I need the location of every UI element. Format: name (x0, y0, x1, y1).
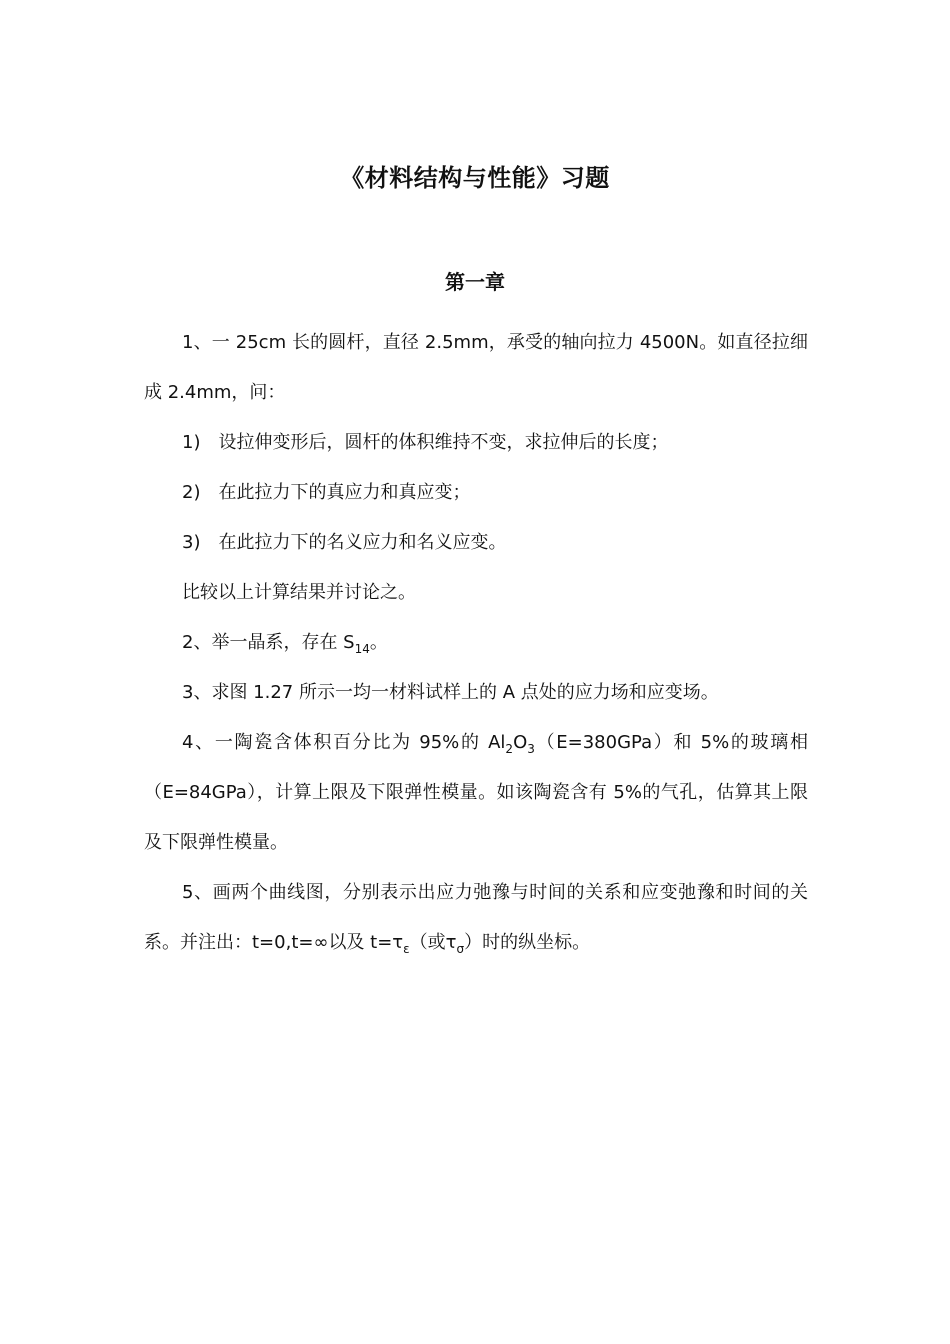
question-1-part-3: 3) 在此拉力下的名义应力和名义应变。 (182, 532, 507, 553)
document-title: 《材料结构与性能》习题 (340, 164, 610, 192)
question-4-text: 4、一陶瓷含体积百分比为 95%的 Al (182, 732, 506, 753)
question-5-mid: （或τ (409, 932, 457, 953)
question-3: 3、求图 1.27 所示一均一材料试样上的 A 点处的应力场和应变场。 (182, 682, 719, 703)
question-1-compare: 比较以上计算结果并讨论之。 (182, 582, 416, 603)
question-4-oxygen: O (513, 732, 528, 753)
question-5-suffix: ）时的纵坐标。 (464, 932, 591, 953)
question-4 (144, 718, 808, 868)
question-4-suffix: （E=380GPa）和 5%的玻璃相（E=84GPa），计算上限及下限弹性模量。如该陶瓷含有 5%的气孔，估算其上限及下限弹性模量。 (144, 732, 808, 853)
question-1-part-2: 2) 在此拉力下的真应力和真应变； (182, 482, 471, 503)
question-2-subscript: 14 (354, 642, 370, 656)
question-1: 1、一 25cm 长的圆杆，直径 2.5mm，承受的轴向拉力 4500N。如直径拉细成 2.4mm，问： (144, 332, 808, 403)
document-body (144, 318, 808, 968)
question-5-subscript-sigma: σ (456, 942, 465, 956)
question-4-subscript-o: 3 (527, 742, 535, 756)
question-2 (144, 618, 808, 668)
question-4-subscript-al: 2 (505, 742, 514, 756)
question-5 (144, 868, 808, 968)
question-2-suffix: 。 (369, 632, 388, 653)
question-5-text: 5、画两个曲线图，分别表示出应力弛豫与时间的关系和应变弛豫和时间的关系。并注出：t=0,t=∞以及 t=τ (144, 882, 808, 953)
question-1-part-1: 1) 设拉伸变形后，圆杆的体积维持不变，求拉伸后的长度； (182, 432, 669, 453)
question-5-subscript-epsilon: ε (403, 942, 410, 956)
question-2-text: 2、举一晶系，存在 S (182, 632, 355, 653)
chapter-heading: 第一章 (445, 270, 505, 294)
